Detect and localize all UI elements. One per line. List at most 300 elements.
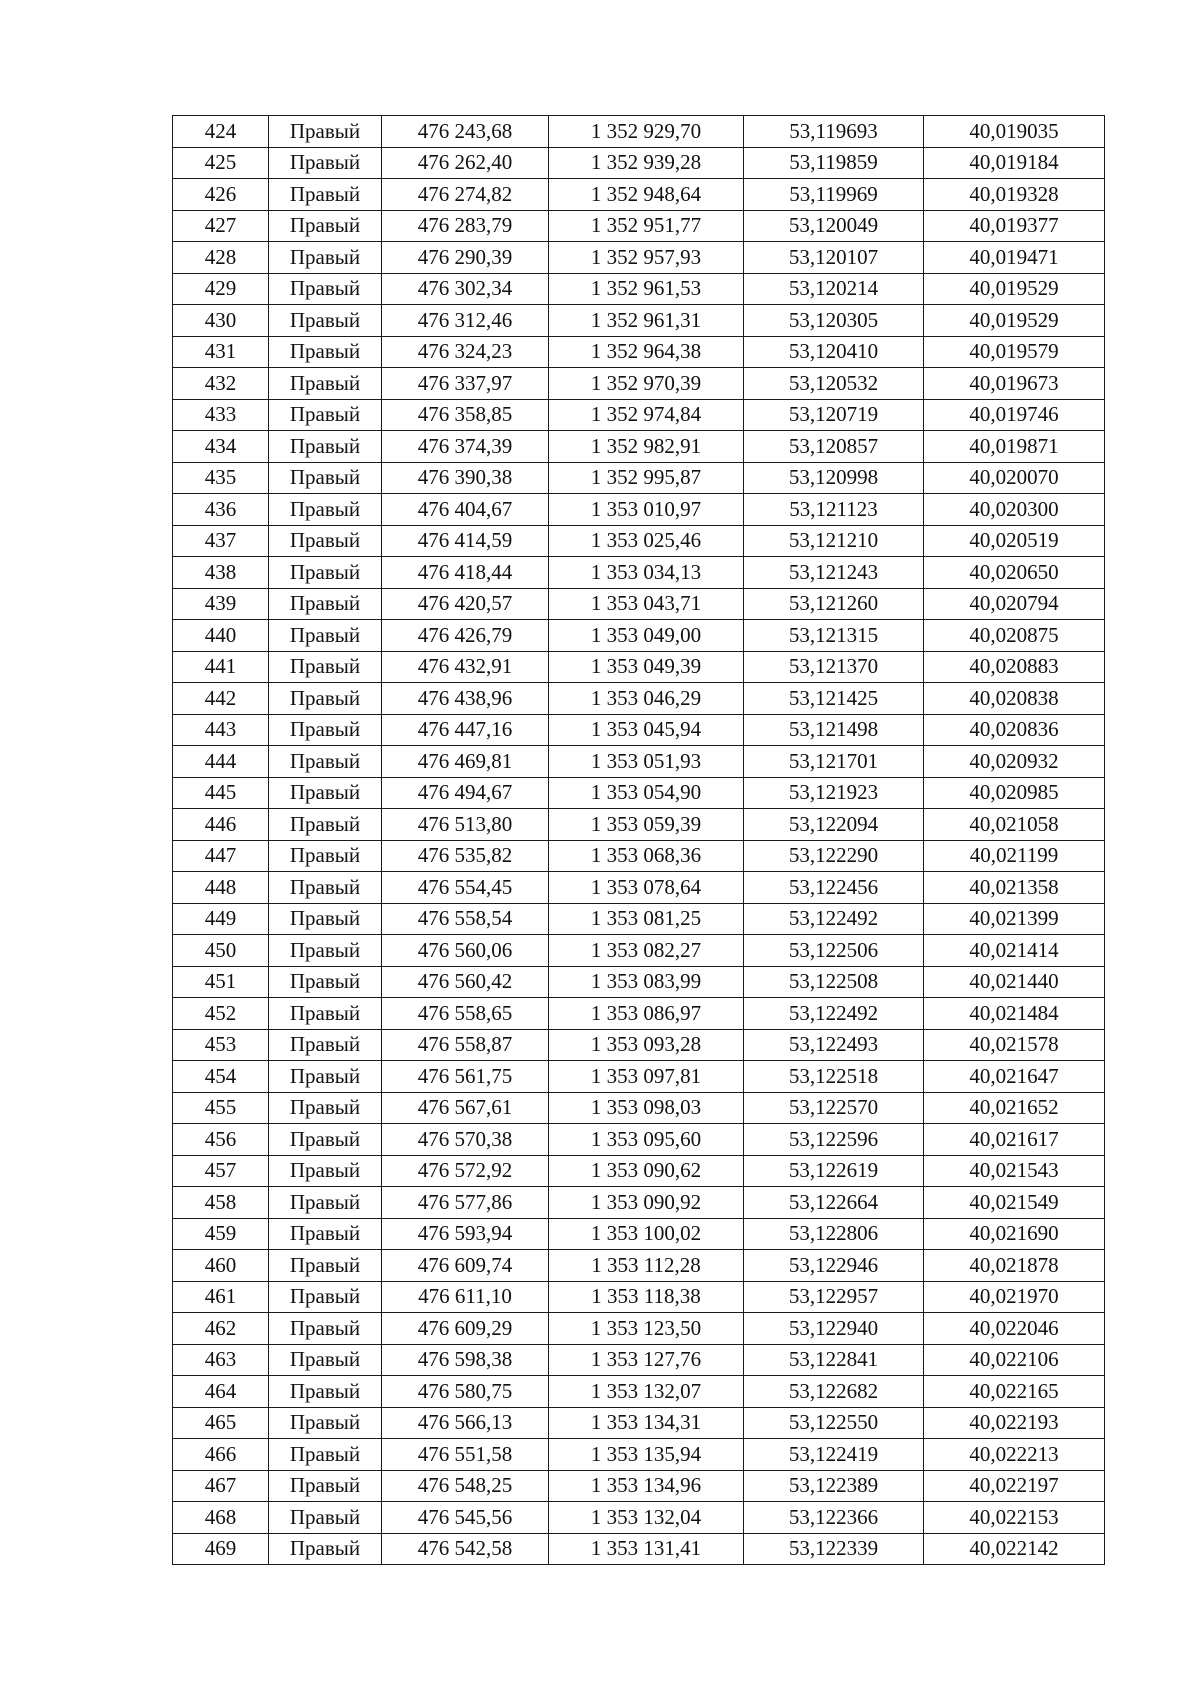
point-number-cell: 428 bbox=[173, 242, 269, 274]
point-number-cell: 452 bbox=[173, 998, 269, 1030]
side-cell: Правый bbox=[269, 620, 382, 652]
point-number-cell: 454 bbox=[173, 1061, 269, 1093]
y-coordinate-cell: 1 353 132,04 bbox=[549, 1502, 744, 1534]
table-row bbox=[173, 1313, 1105, 1345]
x-coordinate-cell: 476 560,06 bbox=[382, 935, 549, 967]
table-row bbox=[173, 1124, 1105, 1156]
side-cell: Правый bbox=[269, 1061, 382, 1093]
side-cell: Правый bbox=[269, 273, 382, 305]
longitude-cell: 40,020883 bbox=[924, 651, 1105, 683]
table-row bbox=[173, 147, 1105, 179]
side-cell: Правый bbox=[269, 431, 382, 463]
table-row bbox=[173, 683, 1105, 715]
x-coordinate-cell: 476 432,91 bbox=[382, 651, 549, 683]
side-cell: Правый bbox=[269, 1470, 382, 1502]
table-row bbox=[173, 1439, 1105, 1471]
latitude-cell: 53,122682 bbox=[744, 1376, 924, 1408]
point-number-cell: 466 bbox=[173, 1439, 269, 1471]
y-coordinate-cell: 1 353 127,76 bbox=[549, 1344, 744, 1376]
side-cell: Правый bbox=[269, 210, 382, 242]
y-coordinate-cell: 1 353 112,28 bbox=[549, 1250, 744, 1282]
side-cell: Правый bbox=[269, 147, 382, 179]
x-coordinate-cell: 476 426,79 bbox=[382, 620, 549, 652]
y-coordinate-cell: 1 353 097,81 bbox=[549, 1061, 744, 1093]
longitude-cell: 40,020519 bbox=[924, 525, 1105, 557]
point-number-cell: 465 bbox=[173, 1407, 269, 1439]
y-coordinate-cell: 1 352 948,64 bbox=[549, 179, 744, 211]
longitude-cell: 40,019184 bbox=[924, 147, 1105, 179]
latitude-cell: 53,120107 bbox=[744, 242, 924, 274]
longitude-cell: 40,021058 bbox=[924, 809, 1105, 841]
latitude-cell: 53,122508 bbox=[744, 966, 924, 998]
point-number-cell: 443 bbox=[173, 714, 269, 746]
y-coordinate-cell: 1 352 974,84 bbox=[549, 399, 744, 431]
point-number-cell: 446 bbox=[173, 809, 269, 841]
point-number-cell: 442 bbox=[173, 683, 269, 715]
point-number-cell: 457 bbox=[173, 1155, 269, 1187]
table-row bbox=[173, 966, 1105, 998]
y-coordinate-cell: 1 353 051,93 bbox=[549, 746, 744, 778]
longitude-cell: 40,021199 bbox=[924, 840, 1105, 872]
coordinates-table bbox=[172, 115, 1105, 1565]
side-cell: Правый bbox=[269, 557, 382, 589]
side-cell: Правый bbox=[269, 368, 382, 400]
x-coordinate-cell: 476 243,68 bbox=[382, 116, 549, 148]
y-coordinate-cell: 1 352 951,77 bbox=[549, 210, 744, 242]
point-number-cell: 451 bbox=[173, 966, 269, 998]
side-cell: Правый bbox=[269, 1218, 382, 1250]
side-cell: Правый bbox=[269, 1092, 382, 1124]
longitude-cell: 40,021358 bbox=[924, 872, 1105, 904]
latitude-cell: 53,122806 bbox=[744, 1218, 924, 1250]
y-coordinate-cell: 1 353 086,97 bbox=[549, 998, 744, 1030]
point-number-cell: 449 bbox=[173, 903, 269, 935]
table-row bbox=[173, 557, 1105, 589]
longitude-cell: 40,019579 bbox=[924, 336, 1105, 368]
longitude-cell: 40,019328 bbox=[924, 179, 1105, 211]
x-coordinate-cell: 476 513,80 bbox=[382, 809, 549, 841]
side-cell: Правый bbox=[269, 966, 382, 998]
longitude-cell: 40,021578 bbox=[924, 1029, 1105, 1061]
point-number-cell: 463 bbox=[173, 1344, 269, 1376]
table-row bbox=[173, 1061, 1105, 1093]
y-coordinate-cell: 1 353 049,39 bbox=[549, 651, 744, 683]
latitude-cell: 53,119693 bbox=[744, 116, 924, 148]
table-row bbox=[173, 1218, 1105, 1250]
point-number-cell: 433 bbox=[173, 399, 269, 431]
longitude-cell: 40,021690 bbox=[924, 1218, 1105, 1250]
point-number-cell: 431 bbox=[173, 336, 269, 368]
x-coordinate-cell: 476 404,67 bbox=[382, 494, 549, 526]
point-number-cell: 468 bbox=[173, 1502, 269, 1534]
latitude-cell: 53,122419 bbox=[744, 1439, 924, 1471]
x-coordinate-cell: 476 572,92 bbox=[382, 1155, 549, 1187]
y-coordinate-cell: 1 352 970,39 bbox=[549, 368, 744, 400]
y-coordinate-cell: 1 353 068,36 bbox=[549, 840, 744, 872]
longitude-cell: 40,021970 bbox=[924, 1281, 1105, 1313]
x-coordinate-cell: 476 542,58 bbox=[382, 1533, 549, 1565]
longitude-cell: 40,021484 bbox=[924, 998, 1105, 1030]
side-cell: Правый bbox=[269, 809, 382, 841]
side-cell: Правый bbox=[269, 872, 382, 904]
longitude-cell: 40,022142 bbox=[924, 1533, 1105, 1565]
latitude-cell: 53,122664 bbox=[744, 1187, 924, 1219]
latitude-cell: 53,119859 bbox=[744, 147, 924, 179]
x-coordinate-cell: 476 580,75 bbox=[382, 1376, 549, 1408]
side-cell: Правый bbox=[269, 1029, 382, 1061]
y-coordinate-cell: 1 352 957,93 bbox=[549, 242, 744, 274]
point-number-cell: 456 bbox=[173, 1124, 269, 1156]
point-number-cell: 427 bbox=[173, 210, 269, 242]
longitude-cell: 40,021399 bbox=[924, 903, 1105, 935]
y-coordinate-cell: 1 353 046,29 bbox=[549, 683, 744, 715]
longitude-cell: 40,021617 bbox=[924, 1124, 1105, 1156]
y-coordinate-cell: 1 353 095,60 bbox=[549, 1124, 744, 1156]
point-number-cell: 462 bbox=[173, 1313, 269, 1345]
table-row bbox=[173, 431, 1105, 463]
longitude-cell: 40,019673 bbox=[924, 368, 1105, 400]
longitude-cell: 40,020794 bbox=[924, 588, 1105, 620]
y-coordinate-cell: 1 352 995,87 bbox=[549, 462, 744, 494]
point-number-cell: 467 bbox=[173, 1470, 269, 1502]
point-number-cell: 426 bbox=[173, 179, 269, 211]
x-coordinate-cell: 476 558,54 bbox=[382, 903, 549, 935]
side-cell: Правый bbox=[269, 1187, 382, 1219]
y-coordinate-cell: 1 353 059,39 bbox=[549, 809, 744, 841]
y-coordinate-cell: 1 353 090,62 bbox=[549, 1155, 744, 1187]
table-row bbox=[173, 1155, 1105, 1187]
latitude-cell: 53,122506 bbox=[744, 935, 924, 967]
table-row bbox=[173, 1250, 1105, 1282]
y-coordinate-cell: 1 353 135,94 bbox=[549, 1439, 744, 1471]
latitude-cell: 53,122290 bbox=[744, 840, 924, 872]
longitude-cell: 40,022193 bbox=[924, 1407, 1105, 1439]
table-row bbox=[173, 777, 1105, 809]
y-coordinate-cell: 1 352 964,38 bbox=[549, 336, 744, 368]
y-coordinate-cell: 1 353 132,07 bbox=[549, 1376, 744, 1408]
y-coordinate-cell: 1 353 049,00 bbox=[549, 620, 744, 652]
latitude-cell: 53,121498 bbox=[744, 714, 924, 746]
table-row bbox=[173, 714, 1105, 746]
side-cell: Правый bbox=[269, 1376, 382, 1408]
y-coordinate-cell: 1 353 131,41 bbox=[549, 1533, 744, 1565]
x-coordinate-cell: 476 577,86 bbox=[382, 1187, 549, 1219]
side-cell: Правый bbox=[269, 305, 382, 337]
x-coordinate-cell: 476 609,74 bbox=[382, 1250, 549, 1282]
table-row bbox=[173, 116, 1105, 148]
longitude-cell: 40,020650 bbox=[924, 557, 1105, 589]
table-row bbox=[173, 746, 1105, 778]
side-cell: Правый bbox=[269, 525, 382, 557]
latitude-cell: 53,121315 bbox=[744, 620, 924, 652]
x-coordinate-cell: 476 554,45 bbox=[382, 872, 549, 904]
table-row bbox=[173, 1376, 1105, 1408]
x-coordinate-cell: 476 290,39 bbox=[382, 242, 549, 274]
longitude-cell: 40,022153 bbox=[924, 1502, 1105, 1534]
table-row bbox=[173, 368, 1105, 400]
latitude-cell: 53,122366 bbox=[744, 1502, 924, 1534]
table-row bbox=[173, 210, 1105, 242]
x-coordinate-cell: 476 324,23 bbox=[382, 336, 549, 368]
point-number-cell: 438 bbox=[173, 557, 269, 589]
x-coordinate-cell: 476 598,38 bbox=[382, 1344, 549, 1376]
latitude-cell: 53,121243 bbox=[744, 557, 924, 589]
point-number-cell: 444 bbox=[173, 746, 269, 778]
x-coordinate-cell: 476 566,13 bbox=[382, 1407, 549, 1439]
point-number-cell: 447 bbox=[173, 840, 269, 872]
side-cell: Правый bbox=[269, 1533, 382, 1565]
table-row bbox=[173, 872, 1105, 904]
x-coordinate-cell: 476 560,42 bbox=[382, 966, 549, 998]
latitude-cell: 53,122550 bbox=[744, 1407, 924, 1439]
latitude-cell: 53,121701 bbox=[744, 746, 924, 778]
latitude-cell: 53,122339 bbox=[744, 1533, 924, 1565]
latitude-cell: 53,121210 bbox=[744, 525, 924, 557]
latitude-cell: 53,121370 bbox=[744, 651, 924, 683]
table-row bbox=[173, 399, 1105, 431]
latitude-cell: 53,122946 bbox=[744, 1250, 924, 1282]
y-coordinate-cell: 1 353 010,97 bbox=[549, 494, 744, 526]
y-coordinate-cell: 1 353 134,31 bbox=[549, 1407, 744, 1439]
longitude-cell: 40,021414 bbox=[924, 935, 1105, 967]
y-coordinate-cell: 1 353 098,03 bbox=[549, 1092, 744, 1124]
side-cell: Правый bbox=[269, 588, 382, 620]
side-cell: Правый bbox=[269, 777, 382, 809]
y-coordinate-cell: 1 352 961,53 bbox=[549, 273, 744, 305]
table-row bbox=[173, 809, 1105, 841]
y-coordinate-cell: 1 353 123,50 bbox=[549, 1313, 744, 1345]
side-cell: Правый bbox=[269, 462, 382, 494]
latitude-cell: 53,122570 bbox=[744, 1092, 924, 1124]
y-coordinate-cell: 1 353 078,64 bbox=[549, 872, 744, 904]
x-coordinate-cell: 476 283,79 bbox=[382, 210, 549, 242]
y-coordinate-cell: 1 353 093,28 bbox=[549, 1029, 744, 1061]
longitude-cell: 40,022213 bbox=[924, 1439, 1105, 1471]
latitude-cell: 53,120719 bbox=[744, 399, 924, 431]
point-number-cell: 441 bbox=[173, 651, 269, 683]
latitude-cell: 53,120049 bbox=[744, 210, 924, 242]
table-row bbox=[173, 1502, 1105, 1534]
y-coordinate-cell: 1 352 929,70 bbox=[549, 116, 744, 148]
table-row bbox=[173, 840, 1105, 872]
x-coordinate-cell: 476 558,87 bbox=[382, 1029, 549, 1061]
y-coordinate-cell: 1 353 034,13 bbox=[549, 557, 744, 589]
x-coordinate-cell: 476 418,44 bbox=[382, 557, 549, 589]
longitude-cell: 40,022165 bbox=[924, 1376, 1105, 1408]
x-coordinate-cell: 476 593,94 bbox=[382, 1218, 549, 1250]
x-coordinate-cell: 476 390,38 bbox=[382, 462, 549, 494]
side-cell: Правый bbox=[269, 179, 382, 211]
longitude-cell: 40,021652 bbox=[924, 1092, 1105, 1124]
y-coordinate-cell: 1 353 090,92 bbox=[549, 1187, 744, 1219]
latitude-cell: 53,119969 bbox=[744, 179, 924, 211]
x-coordinate-cell: 476 447,16 bbox=[382, 714, 549, 746]
latitude-cell: 53,122619 bbox=[744, 1155, 924, 1187]
point-number-cell: 448 bbox=[173, 872, 269, 904]
table-row bbox=[173, 1407, 1105, 1439]
side-cell: Правый bbox=[269, 1155, 382, 1187]
table-row bbox=[173, 903, 1105, 935]
point-number-cell: 445 bbox=[173, 777, 269, 809]
x-coordinate-cell: 476 274,82 bbox=[382, 179, 549, 211]
x-coordinate-cell: 476 312,46 bbox=[382, 305, 549, 337]
x-coordinate-cell: 476 374,39 bbox=[382, 431, 549, 463]
side-cell: Правый bbox=[269, 116, 382, 148]
x-coordinate-cell: 476 302,34 bbox=[382, 273, 549, 305]
side-cell: Правый bbox=[269, 935, 382, 967]
y-coordinate-cell: 1 353 054,90 bbox=[549, 777, 744, 809]
side-cell: Правый bbox=[269, 998, 382, 1030]
table-row bbox=[173, 620, 1105, 652]
table-row bbox=[173, 1187, 1105, 1219]
side-cell: Правый bbox=[269, 1407, 382, 1439]
point-number-cell: 460 bbox=[173, 1250, 269, 1282]
table-row bbox=[173, 1344, 1105, 1376]
latitude-cell: 53,122492 bbox=[744, 903, 924, 935]
coordinates-table-body bbox=[173, 116, 1105, 1565]
longitude-cell: 40,020838 bbox=[924, 683, 1105, 715]
latitude-cell: 53,121123 bbox=[744, 494, 924, 526]
side-cell: Правый bbox=[269, 494, 382, 526]
longitude-cell: 40,019377 bbox=[924, 210, 1105, 242]
longitude-cell: 40,020875 bbox=[924, 620, 1105, 652]
latitude-cell: 53,120857 bbox=[744, 431, 924, 463]
x-coordinate-cell: 476 609,29 bbox=[382, 1313, 549, 1345]
longitude-cell: 40,020985 bbox=[924, 777, 1105, 809]
latitude-cell: 53,122518 bbox=[744, 1061, 924, 1093]
x-coordinate-cell: 476 358,85 bbox=[382, 399, 549, 431]
point-number-cell: 461 bbox=[173, 1281, 269, 1313]
x-coordinate-cell: 476 438,96 bbox=[382, 683, 549, 715]
latitude-cell: 53,120305 bbox=[744, 305, 924, 337]
point-number-cell: 437 bbox=[173, 525, 269, 557]
longitude-cell: 40,021647 bbox=[924, 1061, 1105, 1093]
side-cell: Правый bbox=[269, 1124, 382, 1156]
x-coordinate-cell: 476 567,61 bbox=[382, 1092, 549, 1124]
y-coordinate-cell: 1 352 982,91 bbox=[549, 431, 744, 463]
side-cell: Правый bbox=[269, 651, 382, 683]
longitude-cell: 40,019529 bbox=[924, 305, 1105, 337]
x-coordinate-cell: 476 611,10 bbox=[382, 1281, 549, 1313]
x-coordinate-cell: 476 469,81 bbox=[382, 746, 549, 778]
table-row bbox=[173, 1470, 1105, 1502]
side-cell: Правый bbox=[269, 1344, 382, 1376]
point-number-cell: 440 bbox=[173, 620, 269, 652]
y-coordinate-cell: 1 353 045,94 bbox=[549, 714, 744, 746]
table-row bbox=[173, 462, 1105, 494]
table-row bbox=[173, 525, 1105, 557]
longitude-cell: 40,020070 bbox=[924, 462, 1105, 494]
longitude-cell: 40,020932 bbox=[924, 746, 1105, 778]
latitude-cell: 53,122957 bbox=[744, 1281, 924, 1313]
side-cell: Правый bbox=[269, 1313, 382, 1345]
latitude-cell: 53,122841 bbox=[744, 1344, 924, 1376]
longitude-cell: 40,022106 bbox=[924, 1344, 1105, 1376]
side-cell: Правый bbox=[269, 336, 382, 368]
longitude-cell: 40,019746 bbox=[924, 399, 1105, 431]
x-coordinate-cell: 476 262,40 bbox=[382, 147, 549, 179]
longitude-cell: 40,022046 bbox=[924, 1313, 1105, 1345]
side-cell: Правый bbox=[269, 242, 382, 274]
longitude-cell: 40,019529 bbox=[924, 273, 1105, 305]
latitude-cell: 53,122456 bbox=[744, 872, 924, 904]
longitude-cell: 40,022197 bbox=[924, 1470, 1105, 1502]
x-coordinate-cell: 476 494,67 bbox=[382, 777, 549, 809]
longitude-cell: 40,019871 bbox=[924, 431, 1105, 463]
table-row bbox=[173, 935, 1105, 967]
table-row bbox=[173, 273, 1105, 305]
x-coordinate-cell: 476 414,59 bbox=[382, 525, 549, 557]
point-number-cell: 435 bbox=[173, 462, 269, 494]
side-cell: Правый bbox=[269, 714, 382, 746]
x-coordinate-cell: 476 420,57 bbox=[382, 588, 549, 620]
table-row bbox=[173, 1029, 1105, 1061]
point-number-cell: 429 bbox=[173, 273, 269, 305]
point-number-cell: 459 bbox=[173, 1218, 269, 1250]
point-number-cell: 464 bbox=[173, 1376, 269, 1408]
x-coordinate-cell: 476 558,65 bbox=[382, 998, 549, 1030]
x-coordinate-cell: 476 337,97 bbox=[382, 368, 549, 400]
y-coordinate-cell: 1 353 100,02 bbox=[549, 1218, 744, 1250]
latitude-cell: 53,121260 bbox=[744, 588, 924, 620]
x-coordinate-cell: 476 545,56 bbox=[382, 1502, 549, 1534]
table-row bbox=[173, 1533, 1105, 1565]
latitude-cell: 53,122940 bbox=[744, 1313, 924, 1345]
y-coordinate-cell: 1 353 043,71 bbox=[549, 588, 744, 620]
point-number-cell: 455 bbox=[173, 1092, 269, 1124]
table-row bbox=[173, 494, 1105, 526]
longitude-cell: 40,019471 bbox=[924, 242, 1105, 274]
latitude-cell: 53,120532 bbox=[744, 368, 924, 400]
latitude-cell: 53,120998 bbox=[744, 462, 924, 494]
point-number-cell: 432 bbox=[173, 368, 269, 400]
latitude-cell: 53,122492 bbox=[744, 998, 924, 1030]
latitude-cell: 53,120214 bbox=[744, 273, 924, 305]
latitude-cell: 53,121425 bbox=[744, 683, 924, 715]
table-row bbox=[173, 998, 1105, 1030]
longitude-cell: 40,020300 bbox=[924, 494, 1105, 526]
point-number-cell: 458 bbox=[173, 1187, 269, 1219]
longitude-cell: 40,021878 bbox=[924, 1250, 1105, 1282]
latitude-cell: 53,122094 bbox=[744, 809, 924, 841]
x-coordinate-cell: 476 561,75 bbox=[382, 1061, 549, 1093]
table-row bbox=[173, 588, 1105, 620]
y-coordinate-cell: 1 353 082,27 bbox=[549, 935, 744, 967]
side-cell: Правый bbox=[269, 399, 382, 431]
table-row bbox=[173, 1092, 1105, 1124]
table-row bbox=[173, 242, 1105, 274]
latitude-cell: 53,122596 bbox=[744, 1124, 924, 1156]
latitude-cell: 53,121923 bbox=[744, 777, 924, 809]
y-coordinate-cell: 1 353 118,38 bbox=[549, 1281, 744, 1313]
x-coordinate-cell: 476 535,82 bbox=[382, 840, 549, 872]
latitude-cell: 53,120410 bbox=[744, 336, 924, 368]
longitude-cell: 40,021543 bbox=[924, 1155, 1105, 1187]
point-number-cell: 425 bbox=[173, 147, 269, 179]
longitude-cell: 40,021440 bbox=[924, 966, 1105, 998]
point-number-cell: 439 bbox=[173, 588, 269, 620]
side-cell: Правый bbox=[269, 1502, 382, 1534]
point-number-cell: 436 bbox=[173, 494, 269, 526]
table-row bbox=[173, 305, 1105, 337]
y-coordinate-cell: 1 352 961,31 bbox=[549, 305, 744, 337]
side-cell: Правый bbox=[269, 1439, 382, 1471]
side-cell: Правый bbox=[269, 840, 382, 872]
point-number-cell: 450 bbox=[173, 935, 269, 967]
point-number-cell: 430 bbox=[173, 305, 269, 337]
side-cell: Правый bbox=[269, 903, 382, 935]
side-cell: Правый bbox=[269, 1250, 382, 1282]
